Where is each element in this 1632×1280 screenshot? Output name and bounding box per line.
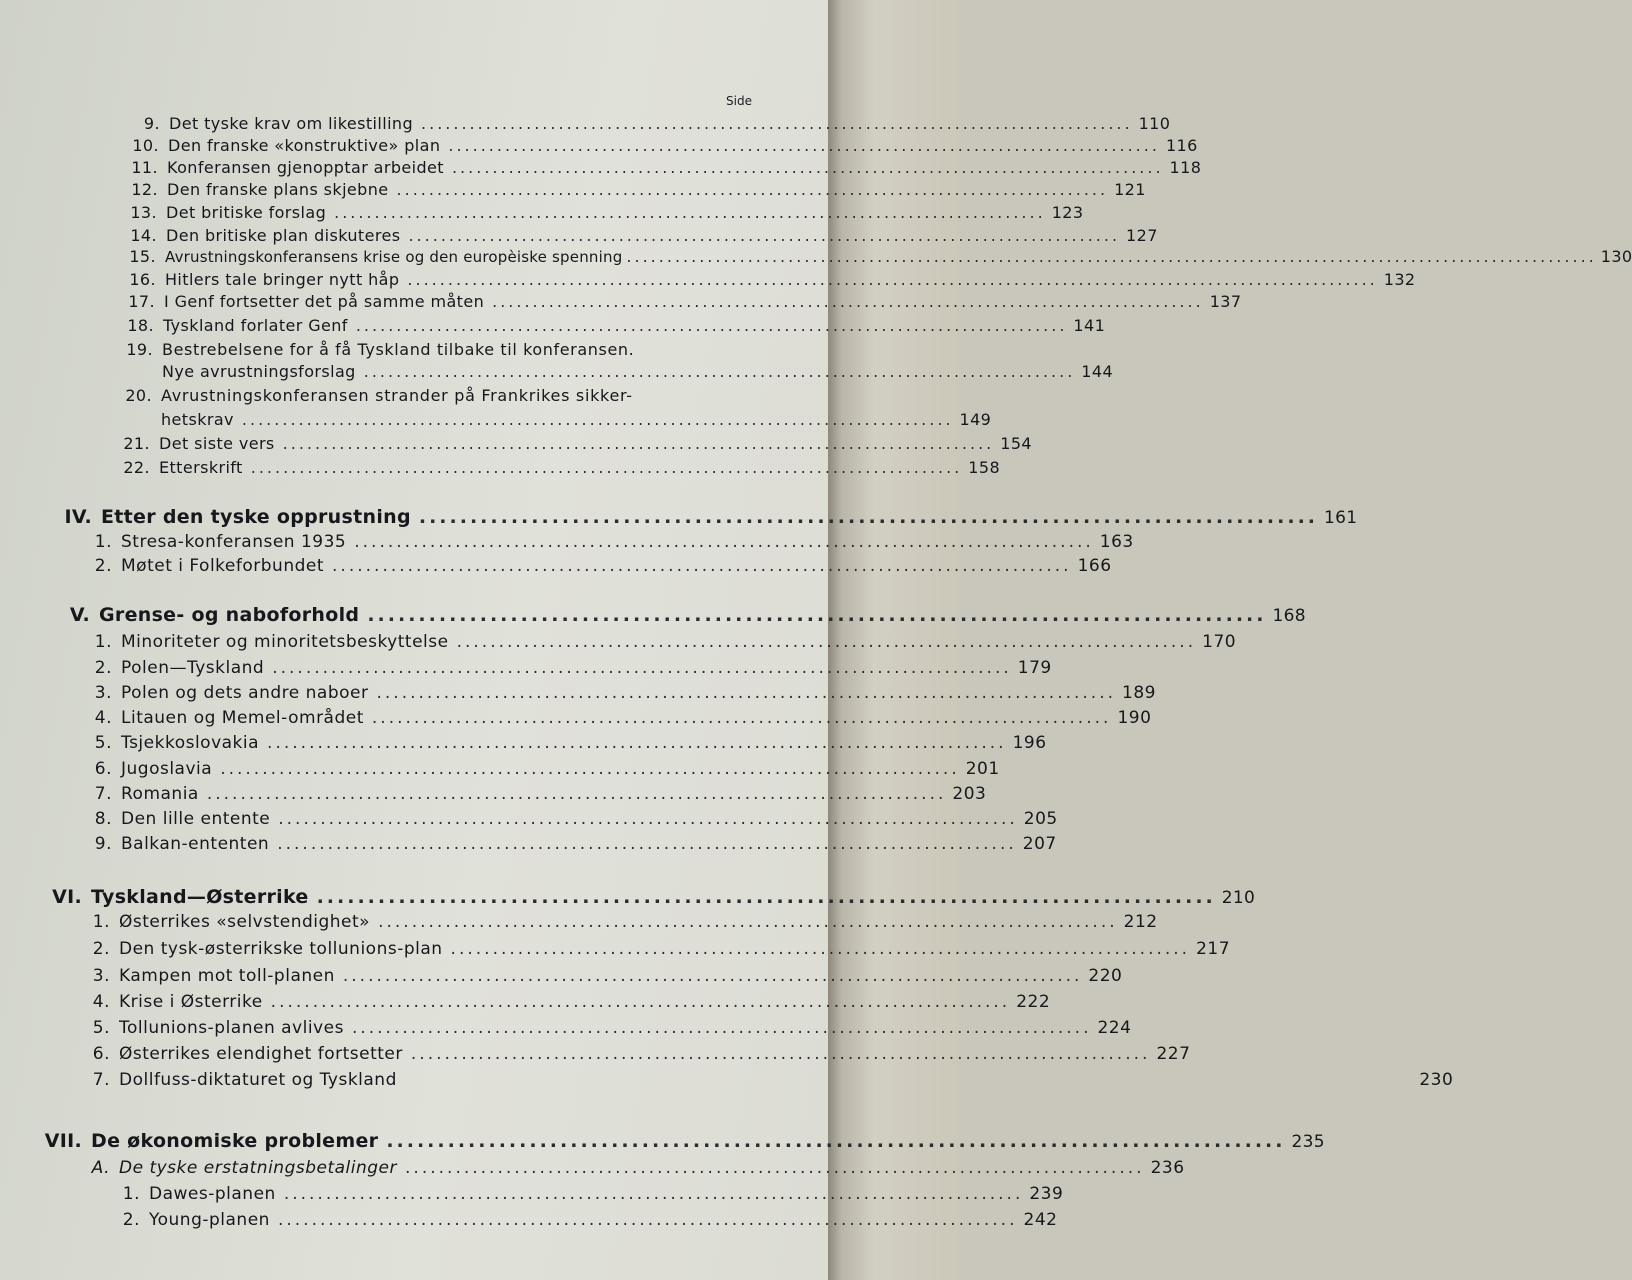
dot-leader: ........................................................................................: [396, 180, 1109, 199]
toc-entry: [111, 362, 1114, 386]
dot-leader: ........................................................................................: [332, 556, 1072, 576]
entry-title: Det tyske krav om likestilling: [169, 114, 414, 133]
entry-page: 132: [1383, 270, 1416, 289]
entry-page: 179: [1017, 658, 1052, 678]
dot-leader: ........................................................................................: [355, 316, 1068, 335]
entry-number: 1.: [94, 532, 112, 552]
entry-page: 190: [1117, 708, 1152, 728]
entry-title: Det siste vers: [159, 434, 275, 453]
toc-entry: [80, 1070, 1454, 1094]
entry-page: 224: [1097, 1018, 1132, 1038]
entry-title: Avrustningskonferansens krise og den europèiske spenning: [165, 248, 623, 266]
toc-entry: [80, 784, 987, 808]
toc-entry: [117, 136, 1198, 160]
entry-number: 3.: [94, 683, 112, 703]
dot-leader: ........................................................................................................................: [407, 270, 1378, 289]
toc-entry: [80, 834, 1057, 858]
entry-number: 4.: [94, 708, 112, 728]
chapter-title: Etter den tyske opprustning: [101, 506, 411, 528]
entry-number: 1.: [92, 912, 110, 932]
entry-title: Kampen mot toll-planen: [119, 966, 335, 986]
toc-entry: [80, 532, 1134, 556]
entry-page: 110: [1138, 114, 1171, 133]
entry-number: 2.: [92, 939, 110, 959]
chapter-heading: [50, 506, 1358, 530]
entry-title: Polen og dets andre naboer: [121, 683, 369, 703]
toc-entry: [115, 203, 1084, 227]
entry-title: Romania: [121, 784, 199, 804]
chapter-title: De økonomiske problemer: [91, 1130, 379, 1152]
entry-number: 16.: [129, 270, 156, 289]
entry-page: 220: [1088, 966, 1123, 986]
entry-number: 17.: [128, 292, 155, 311]
entry-title: Det britiske forslag: [166, 203, 327, 222]
dot-leader: ........................................................................................: [342, 966, 1083, 986]
entry-page: 227: [1156, 1044, 1191, 1064]
section-title: De tyske erstatningsbetalinger: [119, 1158, 398, 1178]
toc-entry: [113, 292, 1242, 316]
entry-page: 222: [1016, 992, 1051, 1012]
entry-title: Hitlers tale bringer nytt håp: [165, 270, 400, 289]
entry-number: 4.: [92, 992, 110, 1012]
dot-leader: ........................................................................................: [351, 1018, 1092, 1038]
entry-number: 7.: [94, 784, 112, 804]
section-letter: A.: [91, 1158, 110, 1178]
entry-page: 217: [1196, 939, 1231, 959]
entry-title: Møtet i Folkeforbundet: [121, 556, 325, 576]
toc-entry: [114, 247, 1632, 271]
entry-page: 196: [1012, 733, 1047, 753]
entry-page: 166: [1077, 556, 1112, 576]
section-page: 236: [1150, 1158, 1185, 1178]
entry-number: 3.: [92, 966, 110, 986]
toc-entry: [118, 114, 1171, 138]
toc-entry: [108, 458, 1001, 482]
entry-number: 11.: [131, 158, 158, 177]
dot-leader: ........................................................................................: [277, 1210, 1018, 1230]
toc-entry: [80, 759, 1000, 783]
dot-leader: ........................................................................................: [418, 506, 1319, 528]
entry-title: Minoriteter og minoritetsbeskyttelse: [121, 632, 449, 652]
dot-leader: ........................................................................................: [334, 203, 1046, 222]
entry-title: Nye avrustningsforslag: [162, 362, 356, 381]
chapter-number: IV.: [64, 506, 92, 528]
chapter-page: 235: [1291, 1132, 1325, 1152]
entry-title: Tollunions-planen avlives: [119, 1018, 344, 1038]
entry-title: Dollfuss-diktaturet og Tyskland: [119, 1070, 397, 1090]
page-column-label: Side: [726, 94, 752, 108]
entry-title: Etterskrift: [159, 458, 243, 477]
chapter-page: 210: [1221, 888, 1256, 908]
toc-entry: [80, 733, 1047, 757]
entry-page: 137: [1209, 292, 1242, 311]
toc-entry: [110, 1210, 1058, 1234]
toc-entry: [80, 658, 1052, 682]
entry-page: 149: [959, 410, 992, 429]
entry-page: 123: [1051, 203, 1084, 222]
entry-number: 5.: [92, 1018, 110, 1038]
dot-leader: ........................................................................................: [241, 410, 954, 429]
dot-leader: ........................................................................................: [283, 1184, 1024, 1204]
dot-leader: ........................................................................................: [405, 1158, 1145, 1178]
entry-title: Stresa-konferansen 1935: [121, 532, 347, 552]
entry-page: 154: [1000, 434, 1032, 453]
dot-leader: ........................................................................................: [278, 809, 1018, 829]
toc-entry: [80, 966, 1123, 990]
dot-leader: ........................................................................................: [376, 683, 1117, 703]
entry-number: 8.: [94, 809, 112, 829]
dot-leader: ........................................................................................................................: [626, 247, 1597, 266]
dot-leader: ........................................................................................: [250, 458, 963, 477]
entry-page: 201: [965, 759, 1000, 779]
entry-page: 205: [1023, 809, 1058, 829]
dot-leader: ........................................................................................: [371, 708, 1112, 728]
chapter-heading: [36, 1130, 1325, 1154]
entry-number: 14.: [130, 226, 157, 245]
dot-leader: ........................................................................................: [410, 1044, 1151, 1064]
entry-number: 13.: [130, 203, 157, 222]
chapter-number: V.: [69, 604, 90, 626]
toc-entry: [116, 158, 1202, 182]
toc-entry: [80, 632, 1237, 656]
dot-leader: ........................................................................................: [220, 759, 960, 779]
entry-page: 189: [1122, 683, 1156, 703]
dot-leader: ........................................................................................: [386, 1130, 1286, 1152]
toc-section: [80, 1158, 1185, 1182]
chapter-heading: [40, 886, 1256, 910]
entry-number: 9.: [94, 834, 112, 854]
entry-page: 130: [1600, 247, 1632, 266]
entry-number: 18.: [127, 316, 154, 335]
entry-title: Krise i Østerrike: [119, 992, 263, 1012]
dot-leader: ........................................................................................: [450, 939, 1191, 959]
entry-title: Balkan-ententen: [121, 834, 270, 854]
entry-number: 19.: [126, 340, 153, 359]
entry-page: 207: [1022, 834, 1057, 854]
dot-leader: ........................................................................................: [492, 292, 1204, 311]
dot-leader: ........................................................................................: [363, 362, 1076, 381]
toc-entry: [80, 912, 1158, 936]
dot-leader: ........................................................................................: [270, 992, 1011, 1012]
chapter-page: 161: [1324, 508, 1358, 528]
entry-number: 10.: [132, 136, 159, 155]
entry-title: Østerrikes «selvstendighet»: [119, 912, 371, 932]
entry-page: 158: [968, 458, 1001, 477]
entry-number: 2.: [94, 556, 112, 576]
chapter-number: VII.: [44, 1130, 82, 1152]
dot-leader: ........................................................................................: [277, 834, 1017, 854]
toc-entry: [80, 708, 1152, 732]
toc-entry: [116, 180, 1146, 204]
entry-page: 121: [1114, 180, 1146, 199]
toc-entry: [80, 683, 1156, 707]
entry-title: Dawes-planen: [149, 1184, 276, 1204]
dot-leader: ........................................................................................: [267, 733, 1007, 753]
entry-title: Østerrikes elendighet fortsetter: [119, 1044, 403, 1064]
entry-title: Avrustningskonferansen strander på Frankrikes sikker-: [161, 386, 633, 405]
entry-title: Bestrebelsene for å få Tyskland tilbake til konferansen.: [162, 340, 635, 359]
entry-number: 6.: [94, 759, 112, 779]
toc-entry: [108, 434, 1032, 458]
dot-leader: ........................................................................................: [378, 912, 1118, 932]
dot-leader: ........................................................................................: [408, 226, 1121, 245]
entry-number: 2.: [122, 1210, 140, 1230]
toc-entry: [110, 386, 770, 410]
entry-number: 20.: [125, 386, 152, 405]
entry-page: 127: [1126, 226, 1158, 245]
entry-title: Den tysk-østerrikske tollunions-plan: [119, 939, 443, 959]
entry-title: Young-planen: [149, 1210, 270, 1230]
toc-entry: [80, 1044, 1191, 1068]
entry-title: Polen—Tyskland: [121, 658, 265, 678]
toc-entry: [80, 992, 1051, 1016]
entry-title: Konferansen gjenopptar arbeidet: [167, 158, 444, 177]
entry-page: 170: [1202, 632, 1237, 652]
entry-title: Den lille entente: [121, 809, 271, 829]
dot-leader: ........................................................................................: [282, 434, 995, 453]
dot-leader: ........................................................................................: [206, 784, 947, 804]
dot-leader: ........................................................................................: [354, 532, 1094, 552]
toc-entry: [112, 316, 1106, 340]
toc-entry: [80, 809, 1058, 833]
entry-title: Jugoslavia: [121, 759, 213, 779]
toc-entry: [80, 1018, 1132, 1042]
entry-number: 7.: [92, 1070, 110, 1090]
entry-page: 230: [1419, 1070, 1454, 1090]
toc-entry: [110, 410, 992, 434]
entry-title: Tsjekkoslovakia: [121, 733, 260, 753]
chapter-number: VI.: [52, 886, 82, 908]
entry-number: 6.: [92, 1044, 110, 1064]
entry-page: 116: [1165, 136, 1198, 155]
toc-entry: [111, 340, 771, 364]
entry-number: 15.: [129, 247, 156, 266]
dot-leader: ........................................................................................: [421, 114, 1133, 133]
entry-number: 21.: [123, 434, 150, 453]
chapter-title: Tyskland—Østerrike: [91, 886, 309, 908]
entry-number: 12.: [131, 180, 158, 199]
entry-number: 1.: [122, 1184, 140, 1204]
entry-page: 118: [1169, 158, 1202, 177]
entry-title: Den britiske plan diskuteres: [166, 226, 401, 245]
dot-leader: ........................................................................................: [272, 658, 1012, 678]
entry-page: 242: [1023, 1210, 1058, 1230]
entry-title: hetskrav: [161, 410, 234, 429]
entry-title: Den franske plans skjebne: [167, 180, 389, 199]
entry-number: 5.: [94, 733, 112, 753]
entry-page: 141: [1073, 316, 1106, 335]
entry-page: 144: [1081, 362, 1114, 381]
toc-entry: [80, 556, 1112, 580]
dot-leader: ........................................................................................: [456, 632, 1197, 652]
entry-page: 239: [1029, 1184, 1064, 1204]
toc-entry: [80, 939, 1231, 963]
chapter-page: 168: [1272, 606, 1306, 626]
entry-page: 212: [1123, 912, 1158, 932]
entry-page: 163: [1099, 532, 1134, 552]
entry-number: 1.: [94, 632, 112, 652]
dot-leader: ........................................................................................: [451, 158, 1164, 177]
entry-title: Den franske «konstruktive» plan: [168, 136, 441, 155]
dot-leader: ........................................................................................: [367, 604, 1267, 626]
dot-leader: ........................................................................................: [316, 886, 1216, 908]
entry-title: Litauen og Memel-området: [121, 708, 364, 728]
entry-page: 203: [952, 784, 987, 804]
entry-number: 9.: [143, 114, 160, 133]
entry-title: Tyskland forlater Genf: [163, 316, 348, 335]
toc-entry: [110, 1184, 1064, 1208]
entry-title: I Genf fortsetter det på samme måten: [164, 292, 485, 311]
toc-entry: [114, 270, 1416, 294]
entry-number: 2.: [94, 658, 112, 678]
dot-leader: ........................................................................................: [448, 136, 1160, 155]
chapter-heading: [48, 604, 1306, 628]
chapter-title: Grense- og naboforhold: [99, 604, 360, 626]
entry-number: 22.: [123, 458, 150, 477]
